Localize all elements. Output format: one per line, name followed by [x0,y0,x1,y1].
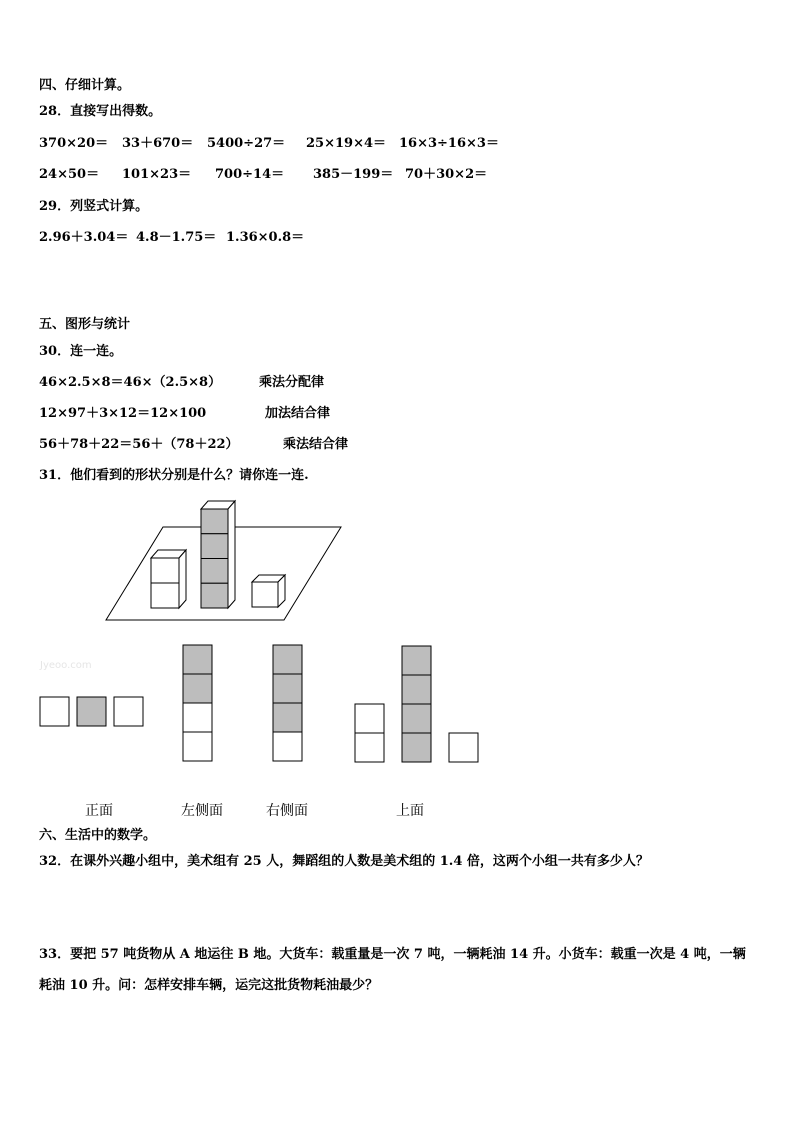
q28-title: 28．直接写出得数。 [39,104,162,119]
q28-r2-c4: 385－199＝ [313,167,394,182]
view-shape-d [355,646,478,762]
q28-r1-c1: 370×20＝ [39,136,109,151]
q29-item-2: 4.8－1.75＝ [136,230,217,245]
cube-stack-left [151,550,186,608]
view-shape-b [183,645,212,761]
view-shape-c [273,645,302,761]
q28-r1-c5: 16×3÷16×3＝ [399,136,499,151]
q28-r1-c3: 5400÷27＝ [207,136,286,151]
q30-left-2: 12×97＋3×12＝12×100 [39,406,207,421]
q30-left-1: 46×2.5×8＝46×（2.5×8） [39,375,222,390]
q28-r2-c5: 70＋30×2＝ [405,167,488,182]
section4-heading: 四、仔细计算。 [39,78,131,93]
view-label-top: 上面 [396,803,424,819]
q32-text: 32．在课外兴趣小组中，美术组有 25 人，舞蹈组的人数是美术组的 1.4 倍，这两个小组一共有多少人？ [39,854,649,869]
q33-text-line1: 33．要把 57 吨货物从 A 地运往 B 地。大货车：载重量是一次 7 吨，一辆耗油 14 升。小货车：载重一次是 4 吨，一辆 [39,947,746,962]
view-shape-a [40,697,143,726]
q29-item-3: 1.36×0.8＝ [226,230,305,245]
q30-right-2: 加法结合律 [265,406,331,421]
q28-r1-c4: 25×19×4＝ [306,136,387,151]
section5-heading: 五、图形与统计 [39,317,131,332]
q30-left-3: 56＋78＋22＝56＋（78＋22） [39,437,239,452]
q30-title: 30．连一连。 [39,344,123,359]
view-label-front: 正面 [85,803,113,819]
cube-stack-middle [201,501,235,608]
q28-r2-c1: 24×50＝ [39,167,100,182]
section6-heading: 六、生活中的数学。 [39,828,157,843]
q29-item-1: 2.96＋3.04＝ [39,230,129,245]
q33-text-line2: 耗油 10 升。问：怎样安排车辆，运完这批货物耗油最少？ [39,978,379,993]
view-label-right: 右侧面 [266,803,308,819]
q30-right-3: 乘法结合律 [283,437,349,452]
q31-title: 31．他们看到的形状分别是什么？请你连一连. [39,468,309,483]
q29-title: 29．列竖式计算。 [39,199,149,214]
watermark: Jyeoo.com [40,660,92,671]
q28-r1-c2: 33＋670＝ [122,136,194,151]
q28-r2-c3: 700÷14＝ [215,167,285,182]
cube-single-right [252,575,285,607]
q30-right-1: 乘法分配律 [259,375,325,390]
view-label-left: 左侧面 [181,803,223,819]
q28-r2-c2: 101×23＝ [122,167,192,182]
